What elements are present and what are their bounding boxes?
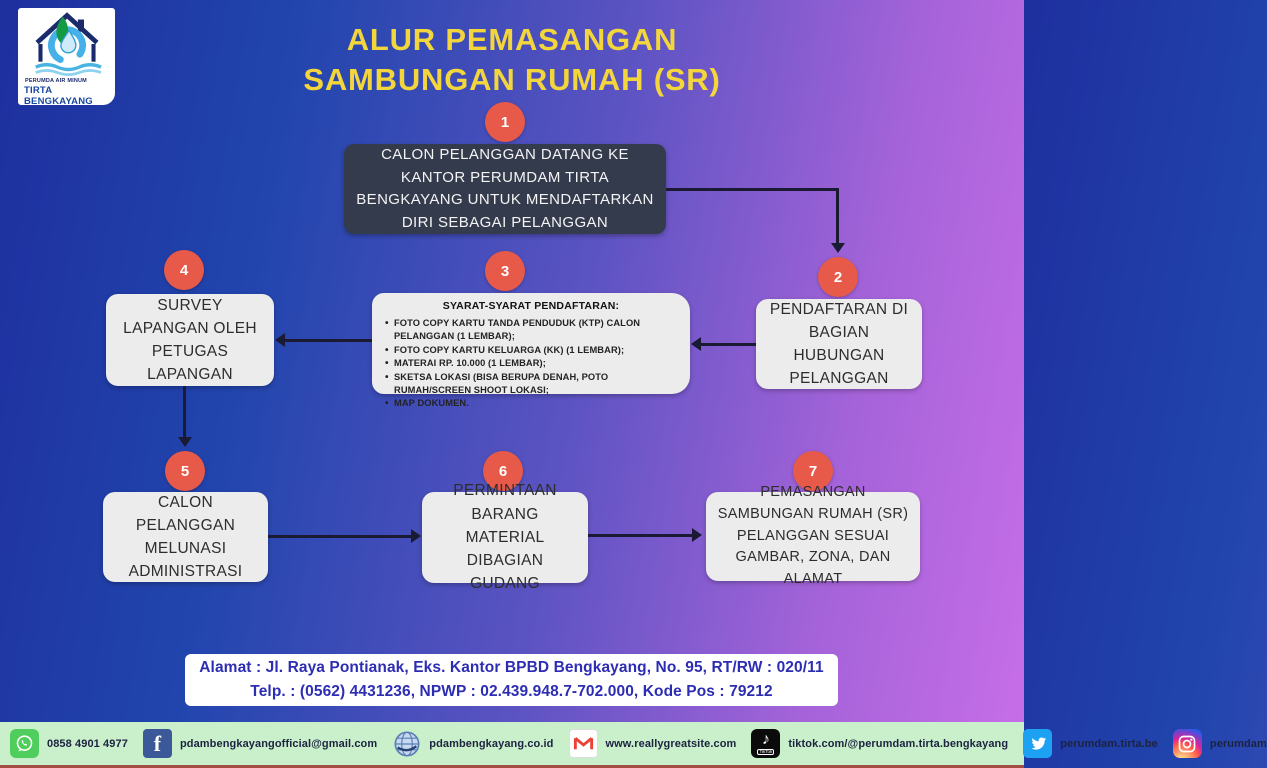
- arrowhead-left-step3-icon: [691, 337, 701, 351]
- flow-box-step7: [706, 484, 920, 588]
- instagram-icon: [1173, 729, 1202, 758]
- requirement-item: • MAP DOKUMEN.: [384, 397, 678, 410]
- arrow-step2-to-step3: [700, 343, 756, 346]
- flow-box-step3-requirements: [372, 293, 690, 409]
- requirements-title: SYARAT-SYARAT PENDAFTARAN:: [442, 300, 620, 312]
- requirement-item: • MATERAI RP. 10.000 (1 LEMBAR);: [384, 357, 678, 370]
- address-line2: Telp. : (0562) 4431236, NPWP : 02.439.948.7-702.000, Kode Pos : 79212: [250, 683, 773, 700]
- step-badge-4: 4: [164, 250, 204, 290]
- arrow-step1-to-step2-vertical: [836, 188, 839, 245]
- email-site-label: www.reallygreatsite.com: [605, 737, 737, 750]
- logo-title: TIRTA BENGKAYANG: [24, 84, 93, 107]
- arrow-step3-to-step4: [284, 339, 372, 342]
- tiktok-icon-caption: TikTok: [759, 748, 773, 754]
- contact-bar: [0, 722, 1267, 765]
- flow-box-step2-text: PENDAFTARAN DI BAGIAN HUBUNGAN PELANGGAN: [769, 300, 909, 388]
- facebook-label: pdambengkayangofficial@gmail.com: [179, 737, 378, 750]
- address-line1: Alamat : Jl. Raya Pontianak, Eks. Kantor BPBD Bengkayang, No. 95, RT/RW : 020/11: [199, 658, 824, 676]
- flow-box-step4-text: SURVEY LAPANGAN OLEH PETUGAS LAPANGAN: [123, 296, 257, 384]
- step-badge-7: 7: [793, 451, 833, 491]
- requirement-item: • FOTO COPY KARTU KELUARGA (KK) (1 LEMBAR);: [384, 344, 678, 357]
- contact-website: [392, 729, 553, 758]
- water-house-logo-icon: [22, 10, 112, 78]
- arrowhead-left-step4-icon: [275, 333, 285, 347]
- step-badge-6: 6: [483, 451, 523, 491]
- tiktok-label: tiktok.com/@perumdam.tirta.bengkayang: [788, 737, 1009, 750]
- arrowhead-right-step7-icon: [692, 528, 702, 542]
- arrow-step1-to-step2: [666, 188, 839, 191]
- twitter-icon: [1023, 729, 1052, 758]
- instagram-label: perumdam: [1209, 737, 1267, 750]
- arrow-step5-to-step6: [268, 535, 412, 538]
- requirements-list: [384, 317, 678, 411]
- contact-whatsapp: [10, 729, 128, 758]
- arrow-step6-to-step7: [588, 534, 693, 537]
- arrow-step4-to-step5: [183, 386, 186, 438]
- twitter-label: perumdam.tirta.be: [1060, 737, 1158, 750]
- contact-instagram: [1173, 729, 1267, 758]
- arrowhead-down-step5-icon: [178, 437, 192, 447]
- flow-box-step6-text: PERMINTAAN BARANG MATERIAL DIBAGIAN GUDANG: [453, 482, 557, 593]
- requirement-item: • SKETSA LOKASI (BISA BERUPA DENAH, POTO RUMAH/SCREEN SHOOT LOKASI;: [384, 371, 678, 398]
- step-badge-1: 1: [485, 102, 525, 142]
- facebook-icon: f: [143, 729, 172, 758]
- flow-box-step2: [756, 299, 922, 389]
- flow-box-step1: [344, 144, 666, 234]
- flow-box-step5-text: CALON PELANGGAN MELUNASI ADMINISTRASI: [128, 493, 243, 581]
- flow-box-step4: [106, 294, 274, 386]
- requirement-item: • FOTO COPY KARTU TANDA PENDUDUK (KTP) CALON PELANGGAN (1 LEMBAR);: [384, 317, 678, 344]
- company-logo: [18, 8, 115, 105]
- step-badge-2: 2: [818, 257, 858, 297]
- globe-icon: [392, 729, 421, 758]
- step-badge-3: 3: [485, 251, 525, 291]
- step-badge-5: 5: [165, 451, 205, 491]
- whatsapp-icon: [10, 729, 39, 758]
- page-title-line1: ALUR PEMASANGAN: [346, 22, 678, 57]
- contact-tiktok: [751, 729, 1008, 758]
- tiktok-icon: ♪ TikTok: [751, 729, 780, 758]
- address-banner: [185, 654, 838, 706]
- arrowhead-right-step6-icon: [411, 529, 421, 543]
- whatsapp-number: 0858 4901 4977: [47, 737, 128, 750]
- arrowhead-down-step2-icon: [831, 243, 845, 253]
- website-label: pdambengkayang.co.id: [429, 737, 554, 750]
- gmail-icon: [569, 729, 598, 758]
- flow-box-step5: [103, 492, 268, 582]
- page-title-line2: SAMBUNGAN RUMAH (SR): [303, 62, 721, 98]
- page-title: [212, 20, 812, 101]
- flow-box-step7-text: PEMASANGAN SAMBUNGAN RUMAH (SR) PELANGGAN SESUAI GAMBAR, ZONA, DAN ALAMAT: [717, 484, 909, 588]
- contact-facebook: [143, 729, 377, 758]
- logo-subtitle: PERUMDA AIR MINUM: [25, 78, 87, 84]
- contact-email-site: [569, 729, 737, 758]
- flow-box-step6: [422, 482, 588, 593]
- contact-twitter: [1023, 729, 1158, 758]
- flow-box-step1-text: CALON PELANGGAN DATANG KE KANTOR PERUMDAM TIRTA BENGKAYANG UNTUK MENDAFTARKAN DIRI SEBAGAI PELANGGAN: [356, 146, 654, 231]
